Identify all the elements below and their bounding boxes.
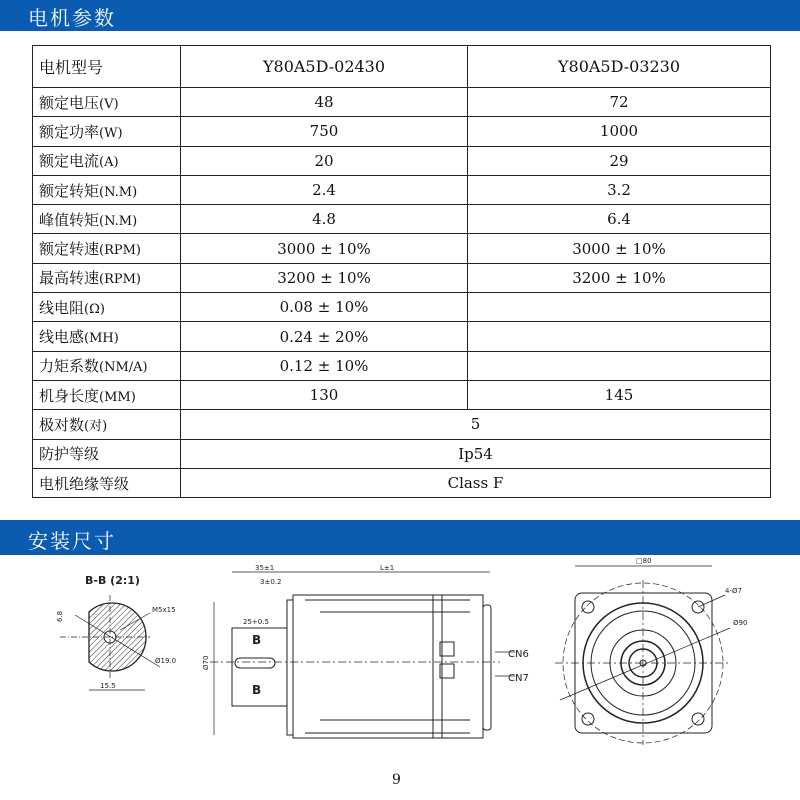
section-title: 电机参数 — [28, 6, 116, 30]
value-model-1: 3200 ± 10% — [181, 263, 468, 292]
label-text: 额定功率 — [39, 122, 100, 141]
value-model-2: 29 — [468, 146, 771, 175]
value-model-2: 3200 ± 10% — [468, 263, 771, 292]
installation-drawing — [0, 555, 800, 800]
table-row — [33, 380, 771, 409]
row-label — [33, 88, 181, 117]
row-label — [33, 322, 181, 351]
side-view — [202, 564, 529, 738]
table-row — [33, 234, 771, 263]
value-model-1: 0.12 ± 10% — [181, 351, 468, 380]
value-shared: Ip54 — [181, 439, 771, 468]
value-model-1: 2.4 — [181, 175, 468, 204]
unit-text: (RPM) — [99, 272, 142, 288]
row-label — [33, 175, 181, 204]
page-number: 9 — [392, 772, 401, 788]
row-label — [33, 263, 181, 292]
section-title: B-B (2:1) — [85, 574, 140, 587]
dim-label: 3±0.2 — [260, 578, 282, 586]
unit-text: (RPM) — [99, 243, 142, 259]
unit-text: (W) — [99, 125, 123, 141]
dim-label: 25+0.5 — [243, 618, 269, 626]
value-model-1: 4.8 — [181, 205, 468, 234]
row-label — [33, 468, 181, 497]
label-text: 线电阻 — [39, 298, 85, 317]
table-row — [33, 468, 771, 497]
row-label — [33, 293, 181, 322]
value-shared: Class F — [181, 468, 771, 497]
value-model-1: 750 — [181, 117, 468, 146]
table-row — [33, 146, 771, 175]
label-text: 峰值转矩 — [39, 210, 100, 229]
table-row — [33, 175, 771, 204]
row-label — [33, 234, 181, 263]
value-model-2: 1000 — [468, 117, 771, 146]
front-view — [555, 557, 747, 745]
label-text: 防护等级 — [39, 445, 100, 464]
connector-label-cn7: CN7 — [508, 673, 529, 684]
value-model-2 — [468, 322, 771, 351]
table-row — [33, 410, 771, 439]
row-label — [33, 439, 181, 468]
model-2: Y80A5D-03230 — [468, 46, 771, 88]
value-model-1: 48 — [181, 88, 468, 117]
value-model-2: 6.4 — [468, 205, 771, 234]
label-text: 线电感 — [39, 328, 85, 347]
label-text: 额定转速 — [39, 240, 100, 259]
row-label — [33, 410, 181, 439]
model-1: Y80A5D-02430 — [181, 46, 468, 88]
unit-text: (Ω) — [84, 301, 105, 317]
value-model-2: 72 — [468, 88, 771, 117]
unit-text: (NM/A) — [99, 360, 148, 376]
value-model-2: 145 — [468, 380, 771, 409]
dim-label: 15.5 — [100, 682, 116, 690]
unit-text: (MM) — [99, 389, 136, 405]
table-row — [33, 439, 771, 468]
label-text: 力矩系数 — [39, 357, 100, 376]
motor-params-table — [32, 45, 771, 498]
table-row — [33, 322, 771, 351]
unit-text: (MH) — [84, 331, 119, 347]
table-row — [33, 88, 771, 117]
table-row — [33, 351, 771, 380]
row-label — [33, 351, 181, 380]
value-model-1: 0.24 ± 20% — [181, 322, 468, 351]
row-label — [33, 205, 181, 234]
value-model-2 — [468, 293, 771, 322]
unit-text: (A) — [99, 155, 119, 171]
value-model-1: 20 — [181, 146, 468, 175]
dim-label: □80 — [636, 557, 652, 565]
dim-label: Ø70 — [202, 655, 210, 670]
section-mark: B — [252, 683, 262, 697]
table-row — [33, 263, 771, 292]
value-model-1: 3000 ± 10% — [181, 234, 468, 263]
table-row — [33, 205, 771, 234]
table-row — [33, 117, 771, 146]
unit-text: (N.M) — [99, 213, 138, 229]
table-header-row — [33, 46, 771, 88]
section-title: 安装尺寸 — [28, 529, 116, 553]
dim-label: Ø19.0 — [155, 657, 177, 665]
label-text: 最高转速 — [39, 269, 100, 288]
value-model-2 — [468, 351, 771, 380]
dim-label: M5x15 — [152, 606, 176, 614]
dim-label: 4-Ø7 — [725, 587, 742, 595]
section-view-b-b — [56, 574, 176, 690]
value-shared: 5 — [181, 410, 771, 439]
value-model-2: 3.2 — [468, 175, 771, 204]
row-label: 电机型号 — [33, 46, 181, 88]
label-text: 极对数 — [39, 415, 85, 434]
dim-label: L±1 — [380, 564, 395, 572]
section-header-install — [0, 520, 800, 555]
label-text: 额定电压 — [39, 93, 100, 112]
row-label — [33, 146, 181, 175]
section-header-params — [0, 0, 800, 31]
row-label — [33, 380, 181, 409]
value-model-2: 3000 ± 10% — [468, 234, 771, 263]
unit-text: (N.M) — [99, 184, 138, 200]
value-model-1: 0.08 ± 10% — [181, 293, 468, 322]
label-text: 机身长度 — [39, 386, 100, 405]
unit-text: (V) — [99, 96, 119, 112]
value-model-1: 130 — [181, 380, 468, 409]
row-label — [33, 117, 181, 146]
dim-label: 6.8 — [56, 610, 64, 622]
dim-label: Ø90 — [733, 619, 748, 627]
label-text: 额定电流 — [39, 152, 100, 171]
unit-text: (对) — [84, 418, 108, 434]
dim-label: 35±1 — [255, 564, 275, 572]
label-text: 额定转矩 — [39, 181, 100, 200]
connector-label-cn6: CN6 — [508, 649, 529, 660]
label-text: 电机绝缘等级 — [39, 474, 130, 493]
table-row — [33, 293, 771, 322]
section-mark: B — [252, 633, 262, 647]
